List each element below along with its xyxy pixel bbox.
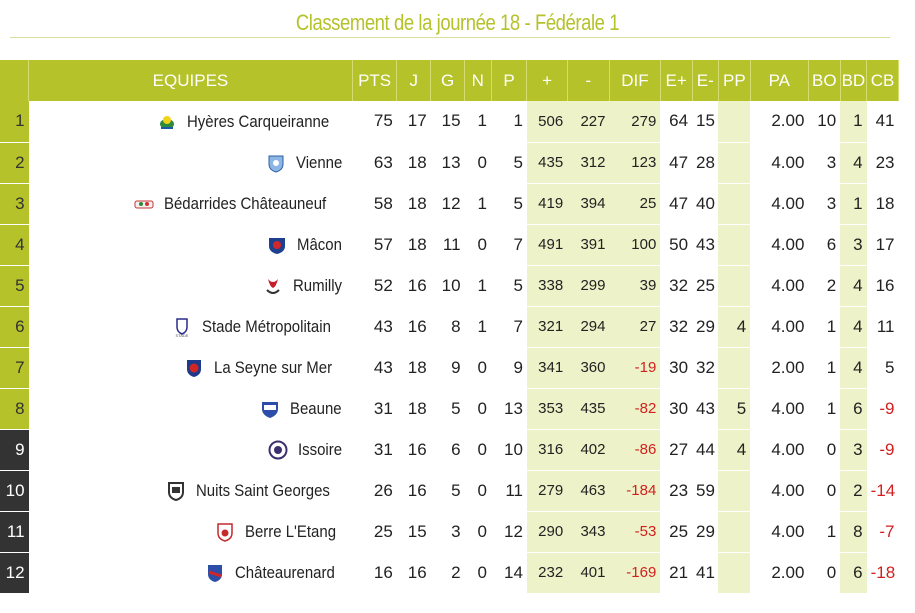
cell-pts: 25 (352, 511, 396, 552)
team-cell[interactable] (29, 347, 353, 388)
column-header[interactable]: BO (808, 60, 840, 101)
cell-pa: 2.00 (750, 101, 808, 142)
cell-n: 0 (465, 552, 491, 593)
cell-n: 0 (465, 388, 491, 429)
cell-bd: 4 (840, 142, 866, 183)
cell-g: 11 (431, 224, 465, 265)
rank-cell: 1 (0, 101, 29, 142)
cell-pa: 4.00 (750, 429, 808, 470)
team-cell[interactable] (29, 511, 353, 552)
header-rank (0, 60, 29, 101)
cell-dif: -86 (610, 429, 661, 470)
table-row[interactable] (0, 552, 899, 593)
cell-p: 14 (491, 552, 527, 593)
cell-pa: 4.00 (750, 265, 808, 306)
team-name[interactable]: Châteaurenard (234, 562, 335, 582)
cell-pts: 63 (352, 142, 396, 183)
cell-pts: 31 (352, 388, 396, 429)
column-header[interactable]: - (567, 60, 609, 101)
cell-pa: 4.00 (750, 142, 808, 183)
cell-tries-for: 21 (660, 552, 692, 593)
cell-pts: 26 (352, 470, 396, 511)
cell-p: 5 (491, 183, 527, 224)
cell-n: 1 (465, 265, 491, 306)
chateaurenard-crest-icon (205, 563, 225, 583)
cell-n: 0 (465, 347, 491, 388)
team-cell[interactable] (29, 224, 353, 265)
column-header[interactable]: + (527, 60, 567, 101)
column-header[interactable]: CB (867, 60, 899, 101)
cell-cb: 16 (867, 265, 899, 306)
cell-bo: 3 (808, 183, 840, 224)
cell-tries-for: 32 (660, 265, 692, 306)
cell-tries-against: 43 (692, 388, 718, 429)
rank-cell: 12 (0, 552, 29, 593)
cell-tries-for: 23 (660, 470, 692, 511)
cell-points-for: 353 (527, 388, 567, 429)
cell-bd: 6 (840, 388, 866, 429)
column-header[interactable]: E+ (660, 60, 692, 101)
cell-cb: -18 (867, 552, 899, 593)
cell-dif: 100 (610, 224, 661, 265)
cell-n: 1 (465, 101, 491, 142)
vienne-crest-icon (266, 153, 286, 173)
cell-pp (718, 265, 750, 306)
team-name[interactable]: Nuits Saint Georges (196, 480, 331, 500)
cell-p: 5 (491, 265, 527, 306)
table-row[interactable] (0, 388, 899, 429)
cell-bo: 0 (808, 429, 840, 470)
cell-pa: 4.00 (750, 224, 808, 265)
team-cell[interactable] (29, 429, 353, 470)
team-name[interactable]: Rumilly (292, 275, 342, 295)
column-header[interactable]: PA (750, 60, 808, 101)
cell-g: 8 (431, 306, 465, 347)
rank-cell: 9 (0, 429, 29, 470)
cell-pp (718, 101, 750, 142)
cell-cb: 11 (867, 306, 899, 347)
cell-j: 17 (397, 101, 431, 142)
rank-cell: 10 (0, 470, 29, 511)
cell-cb: -9 (867, 429, 899, 470)
cell-points-against: 227 (567, 101, 609, 142)
cell-pp: 4 (718, 306, 750, 347)
cell-points-for: 491 (527, 224, 567, 265)
cell-g: 5 (431, 388, 465, 429)
cell-points-for: 279 (527, 470, 567, 511)
la-seyne-crest-icon (184, 358, 204, 378)
team-name[interactable]: Beaune (289, 398, 342, 418)
cell-pp (718, 511, 750, 552)
team-name[interactable]: Berre L'Etang (244, 521, 336, 541)
cell-bo: 1 (808, 388, 840, 429)
cell-points-for: 290 (527, 511, 567, 552)
bedarrides-crest-icon (134, 194, 154, 214)
cell-pa: 4.00 (750, 183, 808, 224)
cell-bd: 3 (840, 224, 866, 265)
team-cell[interactable] (29, 470, 353, 511)
table-row[interactable] (0, 470, 899, 511)
column-header[interactable]: PP (718, 60, 750, 101)
team-name[interactable]: Stade Métropolitain (201, 316, 331, 336)
cell-tries-against: 44 (692, 429, 718, 470)
cell-tries-for: 47 (660, 183, 692, 224)
column-header[interactable]: BD (840, 60, 866, 101)
cell-points-for: 316 (527, 429, 567, 470)
cell-j: 18 (397, 388, 431, 429)
cell-tries-for: 30 (660, 347, 692, 388)
cell-tries-against: 25 (692, 265, 718, 306)
cell-bo: 6 (808, 224, 840, 265)
cell-bd: 2 (840, 470, 866, 511)
table-row[interactable] (0, 306, 899, 347)
rumilly-crest-icon (263, 276, 283, 296)
table-row[interactable] (0, 429, 899, 470)
berre-crest-icon (215, 522, 235, 542)
cell-tries-against: 28 (692, 142, 718, 183)
cell-n: 0 (465, 511, 491, 552)
team-name[interactable]: La Seyne sur Mer (214, 357, 333, 377)
table-header-row (0, 60, 899, 101)
cell-bd: 4 (840, 347, 866, 388)
cell-p: 11 (491, 470, 527, 511)
cell-points-against: 294 (567, 306, 609, 347)
svg-text:STADE: STADE (175, 332, 189, 337)
cell-points-for: 435 (527, 142, 567, 183)
cell-pp: 5 (718, 388, 750, 429)
cell-j: 18 (397, 224, 431, 265)
cell-tries-against: 43 (692, 224, 718, 265)
cell-tries-against: 40 (692, 183, 718, 224)
cell-tries-for: 47 (660, 142, 692, 183)
column-header[interactable]: E- (692, 60, 718, 101)
rank-cell: 3 (0, 183, 29, 224)
cell-bd: 6 (840, 552, 866, 593)
cell-cb: 41 (867, 101, 899, 142)
cell-bo: 1 (808, 306, 840, 347)
table-row[interactable] (0, 142, 899, 183)
cell-pa: 2.00 (750, 552, 808, 593)
team-cell[interactable] (29, 101, 353, 142)
team-cell[interactable] (29, 265, 353, 306)
cell-pa: 4.00 (750, 470, 808, 511)
cell-dif: 279 (610, 101, 661, 142)
cell-pts: 75 (352, 101, 396, 142)
cell-p: 12 (491, 511, 527, 552)
cell-points-for: 419 (527, 183, 567, 224)
team-cell[interactable] (29, 552, 353, 593)
cell-j: 18 (397, 142, 431, 183)
team-name[interactable]: Hyères Carqueiranne (186, 111, 329, 131)
cell-points-against: 394 (567, 183, 609, 224)
rank-cell: 2 (0, 142, 29, 183)
cell-dif: -19 (610, 347, 661, 388)
team-cell[interactable] (29, 388, 353, 429)
cell-g: 10 (431, 265, 465, 306)
cell-pa: 4.00 (750, 306, 808, 347)
cell-j: 18 (397, 347, 431, 388)
cell-pp (718, 347, 750, 388)
cell-j: 16 (397, 429, 431, 470)
cell-pp (718, 183, 750, 224)
cell-pp (718, 552, 750, 593)
rank-cell: 5 (0, 265, 29, 306)
team-cell[interactable] (29, 183, 353, 224)
cell-bd: 3 (840, 429, 866, 470)
cell-bo: 0 (808, 552, 840, 593)
cell-n: 0 (465, 142, 491, 183)
cell-p: 7 (491, 224, 527, 265)
cell-g: 5 (431, 470, 465, 511)
cell-bd: 4 (840, 306, 866, 347)
page-title: Classement de la journée 18 - Fédérale 1 (295, 10, 620, 35)
cell-n: 1 (465, 183, 491, 224)
column-header[interactable]: N (465, 60, 491, 101)
cell-bo: 2 (808, 265, 840, 306)
cell-points-for: 232 (527, 552, 567, 593)
cell-tries-against: 32 (692, 347, 718, 388)
cell-dif: -82 (610, 388, 661, 429)
cell-pts: 43 (352, 347, 396, 388)
cell-pts: 58 (352, 183, 396, 224)
cell-p: 10 (491, 429, 527, 470)
cell-j: 16 (397, 552, 431, 593)
cell-bo: 10 (808, 101, 840, 142)
table-row[interactable] (0, 224, 899, 265)
cell-pp (718, 470, 750, 511)
hyeres-crest-icon (157, 112, 177, 132)
cell-n: 1 (465, 306, 491, 347)
cell-bo: 0 (808, 470, 840, 511)
table-row[interactable] (0, 265, 899, 306)
cell-dif: 27 (610, 306, 661, 347)
rank-cell: 7 (0, 347, 29, 388)
title-divider (10, 37, 890, 38)
cell-j: 16 (397, 265, 431, 306)
cell-j: 15 (397, 511, 431, 552)
cell-cb: 18 (867, 183, 899, 224)
team-name[interactable]: Bédarrides Châteauneuf (164, 193, 327, 213)
column-header[interactable]: G (431, 60, 465, 101)
cell-dif: -169 (610, 552, 661, 593)
cell-points-against: 463 (567, 470, 609, 511)
cell-g: 6 (431, 429, 465, 470)
macon-crest-icon (267, 235, 287, 255)
cell-p: 13 (491, 388, 527, 429)
column-header[interactable]: P (491, 60, 527, 101)
cell-pts: 31 (352, 429, 396, 470)
cell-dif: -53 (610, 511, 661, 552)
cell-p: 5 (491, 142, 527, 183)
cell-bd: 1 (840, 101, 866, 142)
column-header[interactable]: DIF (610, 60, 661, 101)
rank-cell: 6 (0, 306, 29, 347)
cell-bo: 3 (808, 142, 840, 183)
stade-metropolitain-crest-icon (172, 317, 192, 337)
table-body (0, 101, 899, 593)
cell-tries-against: 41 (692, 552, 718, 593)
cell-j: 18 (397, 183, 431, 224)
cell-tries-against: 15 (692, 101, 718, 142)
cell-p: 1 (491, 101, 527, 142)
cell-dif: 39 (610, 265, 661, 306)
cell-j: 16 (397, 306, 431, 347)
cell-cb: 23 (867, 142, 899, 183)
team-name[interactable]: Mâcon (297, 234, 343, 254)
cell-pp (718, 142, 750, 183)
cell-points-against: 312 (567, 142, 609, 183)
issoire-crest-icon (268, 440, 288, 460)
cell-pa: 2.00 (750, 347, 808, 388)
cell-g: 12 (431, 183, 465, 224)
cell-g: 13 (431, 142, 465, 183)
cell-dif: 123 (610, 142, 661, 183)
rank-cell: 11 (0, 511, 29, 552)
table-row[interactable] (0, 101, 899, 142)
cell-bd: 4 (840, 265, 866, 306)
beaune-crest-icon (260, 399, 280, 419)
rank-cell: 8 (0, 388, 29, 429)
cell-bd: 1 (840, 183, 866, 224)
cell-bd: 8 (840, 511, 866, 552)
cell-tries-for: 50 (660, 224, 692, 265)
cell-g: 2 (431, 552, 465, 593)
cell-tries-against: 29 (692, 306, 718, 347)
cell-dif: -184 (610, 470, 661, 511)
team-cell[interactable] (29, 306, 353, 347)
cell-n: 0 (465, 470, 491, 511)
cell-p: 7 (491, 306, 527, 347)
cell-cb: 5 (867, 347, 899, 388)
cell-points-against: 360 (567, 347, 609, 388)
cell-pp: 4 (718, 429, 750, 470)
cell-pa: 4.00 (750, 388, 808, 429)
cell-tries-for: 64 (660, 101, 692, 142)
cell-cb: -14 (867, 470, 899, 511)
team-name[interactable]: Vienne (295, 152, 343, 172)
cell-points-for: 338 (527, 265, 567, 306)
cell-n: 0 (465, 429, 491, 470)
cell-bo: 1 (808, 347, 840, 388)
column-header[interactable]: J (397, 60, 431, 101)
cell-n: 0 (465, 224, 491, 265)
cell-points-against: 401 (567, 552, 609, 593)
column-header[interactable]: EQUIPES (29, 60, 353, 101)
cell-tries-against: 29 (692, 511, 718, 552)
cell-pts: 57 (352, 224, 396, 265)
cell-bo: 1 (808, 511, 840, 552)
cell-cb: -9 (867, 388, 899, 429)
cell-dif: 25 (610, 183, 661, 224)
cell-cb: 17 (867, 224, 899, 265)
cell-pts: 52 (352, 265, 396, 306)
table-row[interactable] (0, 347, 899, 388)
cell-g: 9 (431, 347, 465, 388)
cell-points-for: 506 (527, 101, 567, 142)
table-row[interactable] (0, 183, 899, 224)
cell-g: 15 (431, 101, 465, 142)
cell-points-against: 391 (567, 224, 609, 265)
cell-cb: -7 (867, 511, 899, 552)
cell-points-against: 299 (567, 265, 609, 306)
cell-g: 3 (431, 511, 465, 552)
cell-tries-for: 25 (660, 511, 692, 552)
column-header[interactable]: PTS (352, 60, 396, 101)
team-name[interactable]: Issoire (298, 439, 343, 459)
cell-tries-for: 27 (660, 429, 692, 470)
cell-points-against: 402 (567, 429, 609, 470)
cell-pp (718, 224, 750, 265)
cell-tries-for: 32 (660, 306, 692, 347)
cell-p: 9 (491, 347, 527, 388)
cell-tries-for: 30 (660, 388, 692, 429)
table-row[interactable] (0, 511, 899, 552)
standings-table (0, 60, 899, 594)
cell-points-for: 321 (527, 306, 567, 347)
cell-tries-against: 59 (692, 470, 718, 511)
nuits-crest-icon (166, 481, 186, 501)
rank-cell: 4 (0, 224, 29, 265)
cell-points-against: 343 (567, 511, 609, 552)
team-cell[interactable] (29, 142, 353, 183)
cell-points-against: 435 (567, 388, 609, 429)
cell-j: 16 (397, 470, 431, 511)
cell-pts: 43 (352, 306, 396, 347)
cell-pa: 4.00 (750, 511, 808, 552)
cell-pts: 16 (352, 552, 396, 593)
cell-points-for: 341 (527, 347, 567, 388)
